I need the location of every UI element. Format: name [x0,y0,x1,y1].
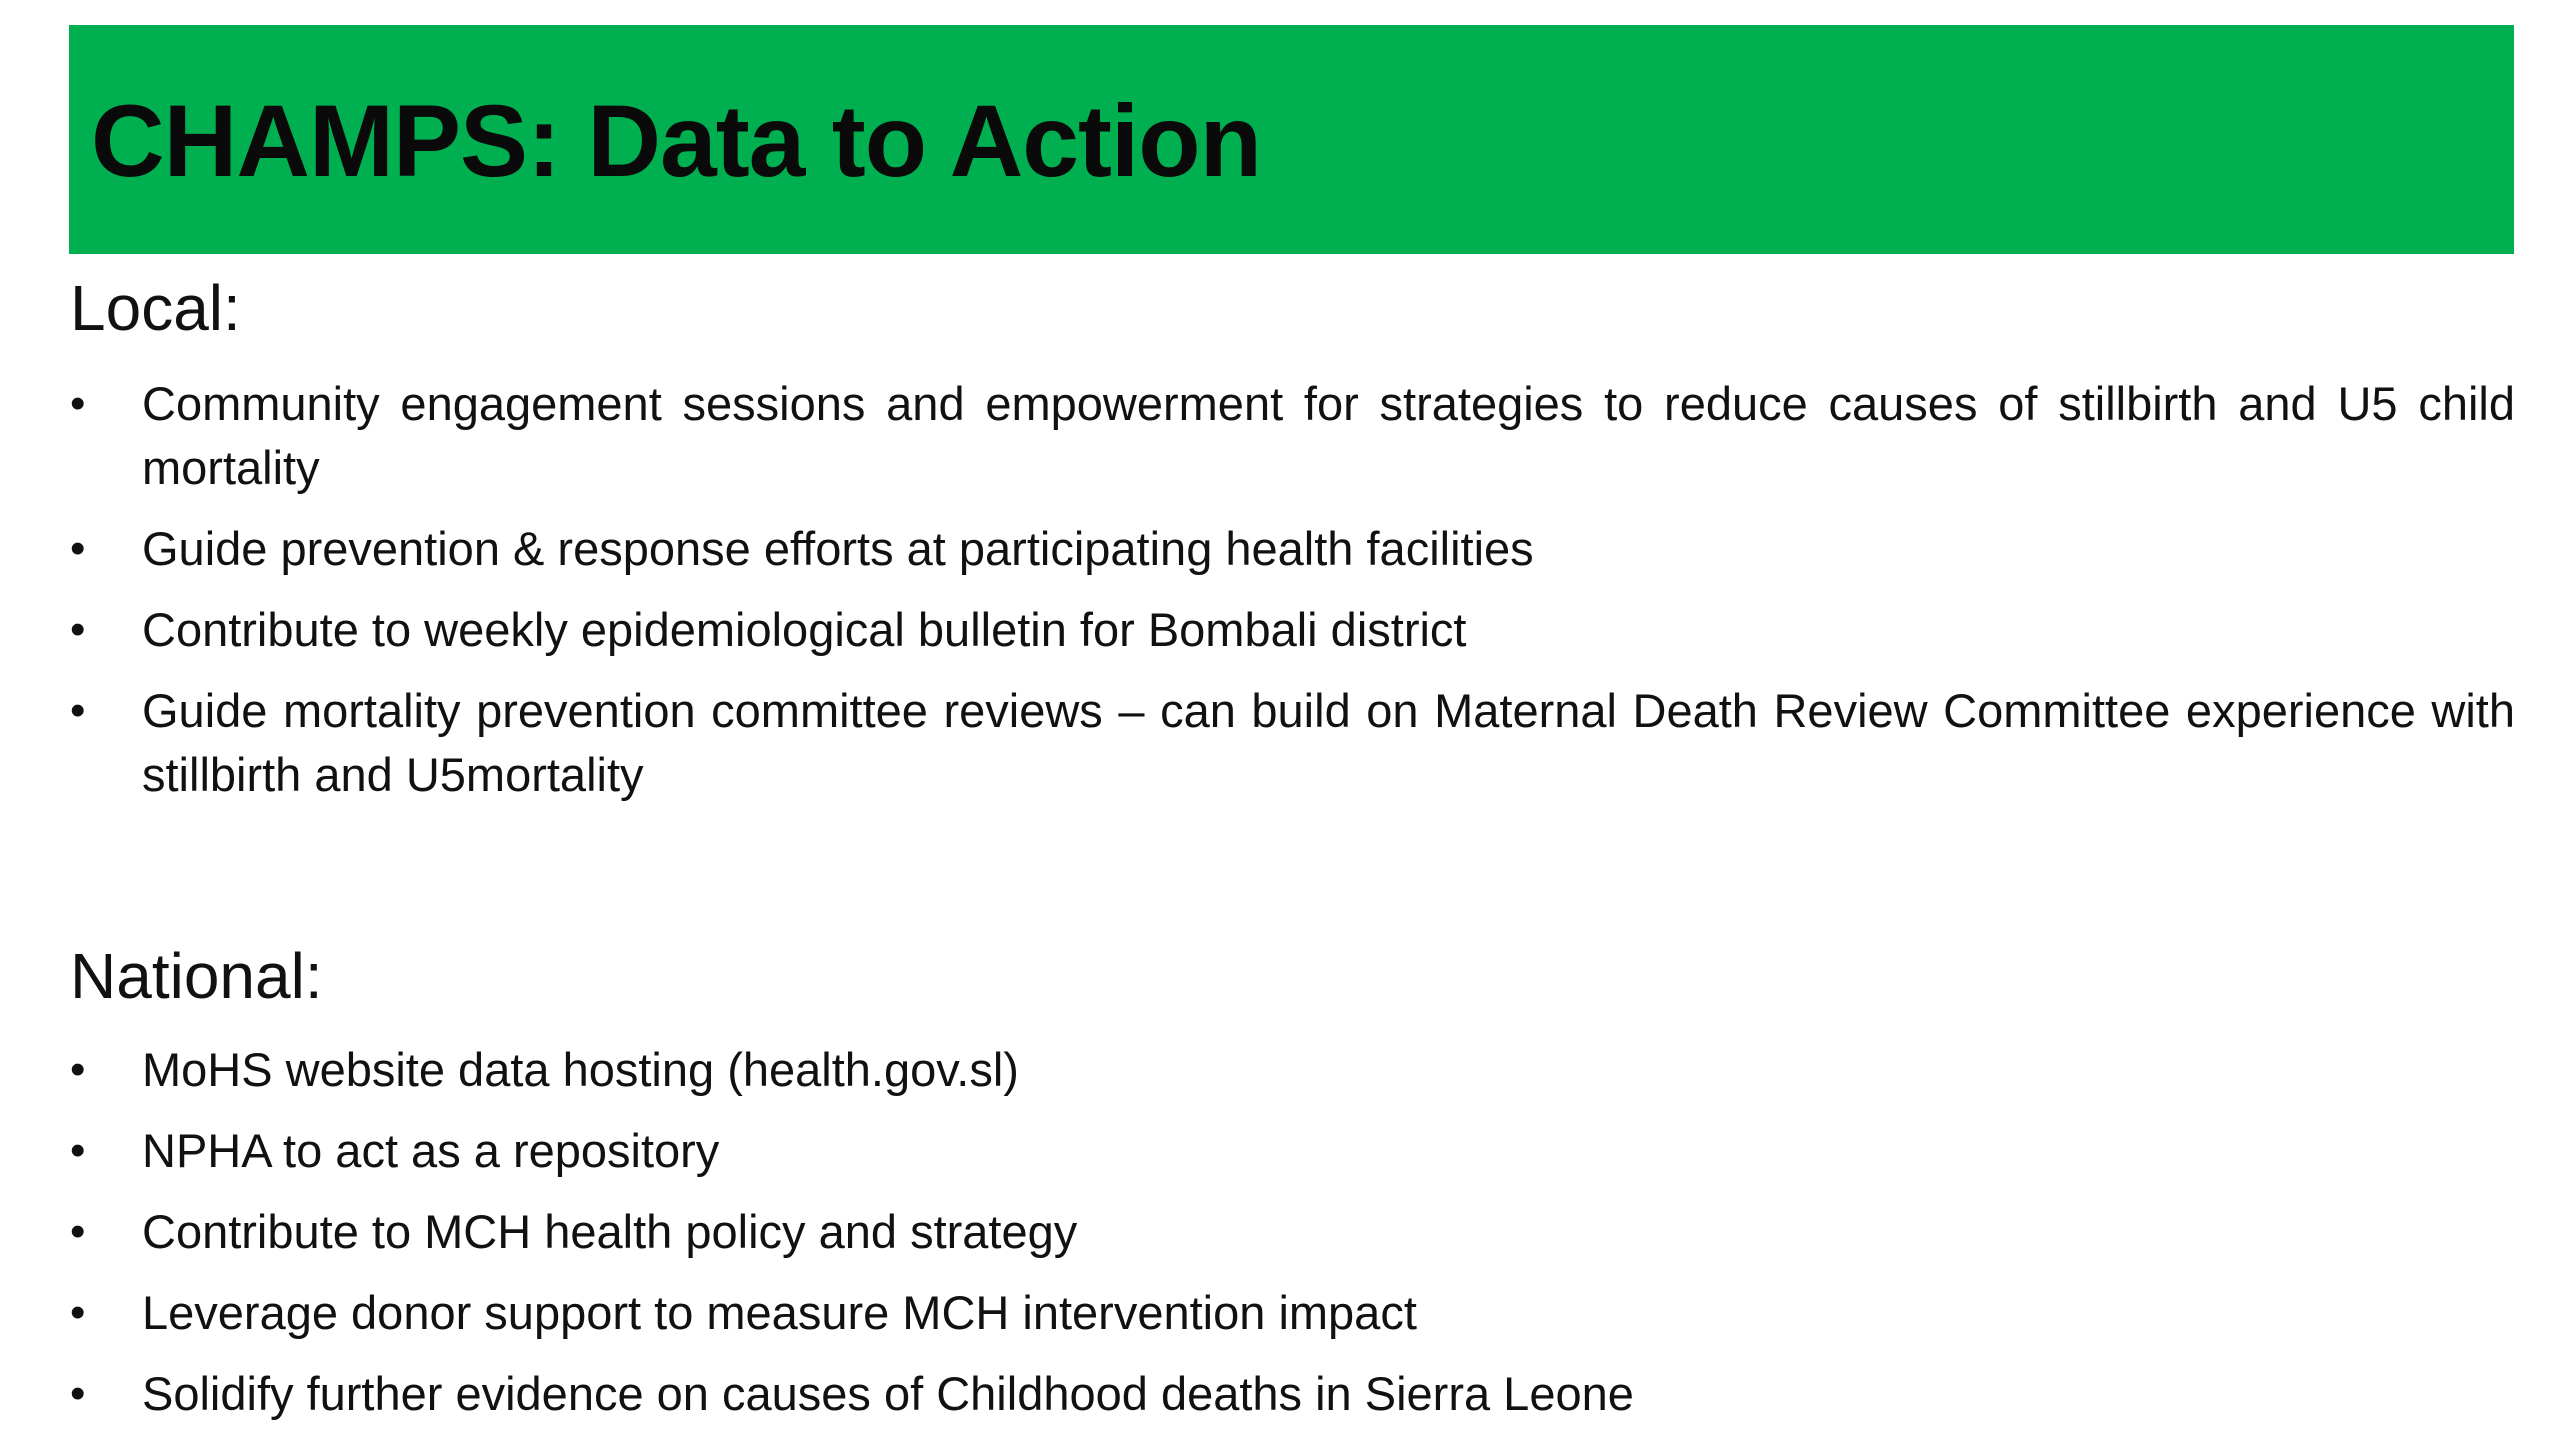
bullet-icon: • [70,1369,86,1418]
list-item-text: Contribute to MCH health policy and strategy [142,1205,1078,1258]
national-heading: National: [70,940,323,1012]
list-item [70,517,2515,581]
list-item-text: MoHS website data hosting (health.gov.sl) [142,1043,1019,1096]
list-item [70,1281,2515,1345]
title-banner [69,25,2514,254]
list-item-text: Guide mortality prevention committee reviews – can build on Maternal Death Review Committee experience with stillbirth and U5mortality [142,684,2515,801]
list-item [70,1038,2515,1102]
local-heading: Local: [70,272,241,344]
national-bullet-list [70,1038,2515,1426]
list-item-text: NPHA to act as a repository [142,1124,720,1177]
bullet-icon: • [70,524,86,573]
list-item-text: Solidify further evidence on causes of Childhood deaths in Sierra Leone [142,1367,1634,1420]
list-item [70,1200,2515,1264]
list-item [70,679,2515,807]
bullet-icon: • [70,1288,86,1337]
bullet-icon: • [70,1045,86,1094]
list-item-text: Community engagement sessions and empowerment for strategies to reduce causes of stillbirth and U5 child mortality [142,377,2515,494]
bullet-icon: • [70,686,86,735]
local-bullet-list [70,372,2515,807]
list-item [70,372,2515,500]
list-item [70,598,2515,662]
bullet-icon: • [70,1207,86,1256]
bullet-icon: • [70,1126,86,1175]
slide-title: CHAMPS: Data to Action [91,84,1261,198]
bullet-icon: • [70,605,86,654]
list-item-text: Contribute to weekly epidemiological bulletin for Bombali district [142,603,1467,656]
list-item-text: Guide prevention & response efforts at participating health facilities [142,522,1534,575]
list-item [70,1119,2515,1183]
bullet-icon: • [70,379,86,428]
list-item-text: Leverage donor support to measure MCH intervention impact [142,1286,1417,1339]
list-item [70,1362,2515,1426]
